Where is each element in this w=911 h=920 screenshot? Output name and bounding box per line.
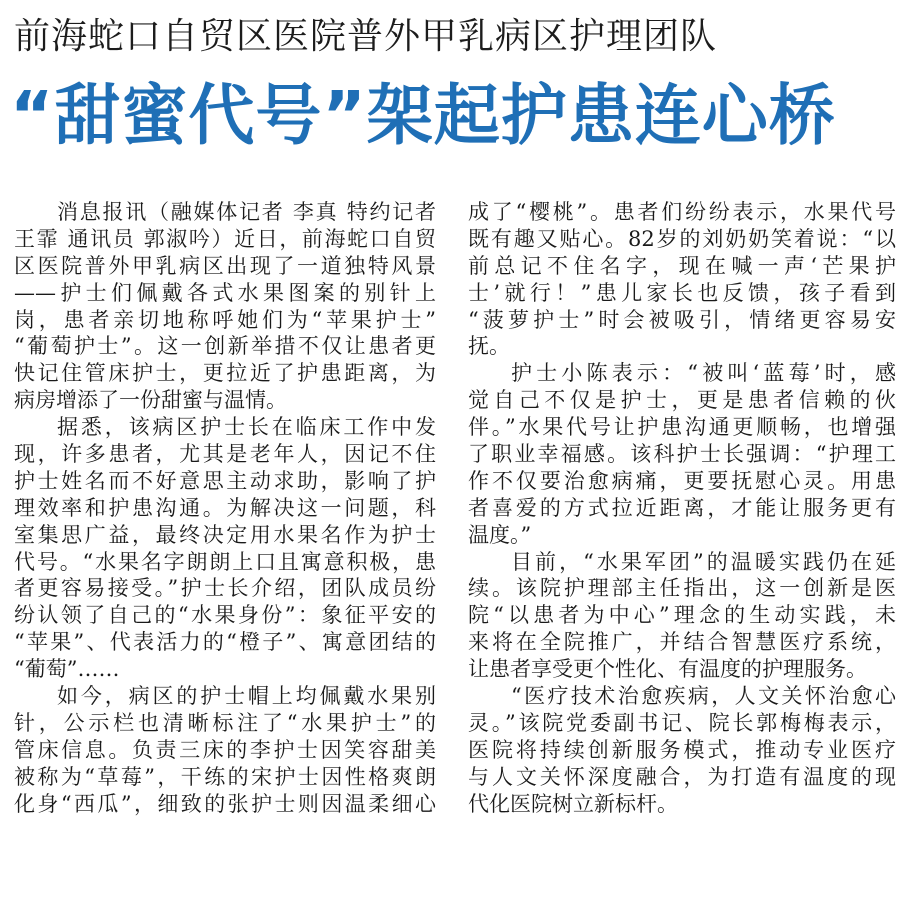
article-line: 来将在全院推广，并结合智慧医疗系统， [468, 630, 896, 655]
article-line: 伴。”水果代号让护患沟通更顺畅，也增强 [468, 415, 896, 440]
article-line: 代化医院树立新标杆。 [468, 791, 678, 816]
article-line: 被称为“草莓”，干练的宋护士因性格爽朗 [14, 764, 436, 789]
article-line: 岗，患者亲切地称呼她们为“苹果护士” [14, 307, 436, 332]
article-line: 觉自己不仅是护士，更是患者信赖的伙 [468, 388, 896, 413]
article-line: 代号。“水果名字朗朗上口且寓意积极，患 [14, 549, 436, 574]
article-line: 护士小陈表示：“被叫‘蓝莓’时，感 [511, 361, 896, 386]
article-line: 化身“西瓜”，细致的张护士则因温柔细心 [14, 791, 436, 816]
article-line: ——护士们佩戴各式水果图案的别针上 [14, 280, 436, 305]
article-line: 消息报讯（融媒体记者 李真 特约记者 [57, 200, 436, 224]
article-line: 现，许多患者，尤其是老年人，因记不住 [14, 442, 436, 467]
article-line: 让患者享受更个性化、有温度的护理服务。 [468, 657, 867, 682]
article-line: “苹果”、代表活力的“橙子”、寓意团结的 [14, 630, 436, 655]
headline: “甜蜜代号”架起护患连心桥 [10, 77, 836, 154]
article-line: 院“以患者为中心”理念的生动实践，未 [468, 603, 896, 628]
article-line: 前总记不住名字，现在喊一声‘芒果护 [468, 253, 896, 278]
article-line: 与人文关怀深度融合，为打造有温度的现 [468, 764, 896, 789]
article-line: “菠萝护士”时会被吸引，情绪更容易安 [468, 307, 896, 332]
article-line: 快记住管床护士，更拉近了护患距离，为 [14, 361, 436, 386]
article-line: 抚。 [468, 334, 510, 359]
article-line: 室集思广益，最终决定用水果名作为护士 [14, 522, 436, 547]
article-line: 管床信息。负责三床的李护士因笑容甜美 [14, 737, 436, 762]
kicker-title: 前海蛇口自贸区医院普外甲乳病区护理团队 [14, 16, 718, 57]
article-line: 灵。”该院党委副书记、院长郭梅梅表示， [468, 710, 896, 735]
article-line: 者更容易接受。”护士长介绍，团队成员纷 [14, 576, 436, 601]
article-line: 王霏 通讯员 郭淑吟）近日，前海蛇口自贸 [14, 226, 436, 251]
article-line: 了职业幸福感。该科护士长强调：“护理工 [468, 442, 896, 467]
article-line: 医院将持续创新服务模式，推动专业医疗 [468, 737, 896, 762]
article-column-left [14, 199, 436, 920]
article-column-right [468, 199, 896, 920]
article-line: “医疗技术治愈疾病，人文关怀治愈心 [511, 684, 896, 709]
article-line: 理效率和护患沟通。为解决这一问题，科 [14, 495, 436, 520]
article-line: 作不仅要治愈病痛，更要抚慰心灵。用患 [468, 468, 896, 493]
article-body [0, 199, 911, 920]
article-line: 续。该院护理部主任指出，这一创新是医 [468, 576, 896, 601]
article-line: “葡萄”…… [14, 657, 120, 682]
article-line: 病房增添了一份甜蜜与温情。 [14, 388, 287, 413]
article-line: “葡萄护士”。这一创新举措不仅让患者更 [14, 334, 436, 359]
article-line: 区医院普外甲乳病区出现了一道独特风景 [14, 253, 436, 278]
article-line: 如今，病区的护士帽上均佩戴水果别 [57, 684, 436, 709]
article-line: 据悉，该病区护士长在临床工作中发 [57, 415, 436, 440]
article-line: 成了“樱桃”。患者们纷纷表示，水果代号 [468, 200, 896, 224]
article-line: 护士姓名而不好意思主动求助，影响了护 [14, 468, 436, 493]
article-line: 温度。” [468, 522, 532, 547]
article-line: 既有趣又贴心。82岁的刘奶奶笑着说：“以 [468, 226, 896, 251]
article-line: 者喜爱的方式拉近距离，才能让服务更有 [468, 495, 896, 520]
article-line: 纷认领了自己的“水果身份”：象征平安的 [14, 603, 436, 628]
article-line: 士’就行！”患儿家长也反馈，孩子看到 [468, 280, 896, 305]
article-line: 目前，“水果军团”的温暖实践仍在延 [511, 549, 896, 574]
article-line: 针，公示栏也清晰标注了“水果护士”的 [14, 710, 436, 735]
